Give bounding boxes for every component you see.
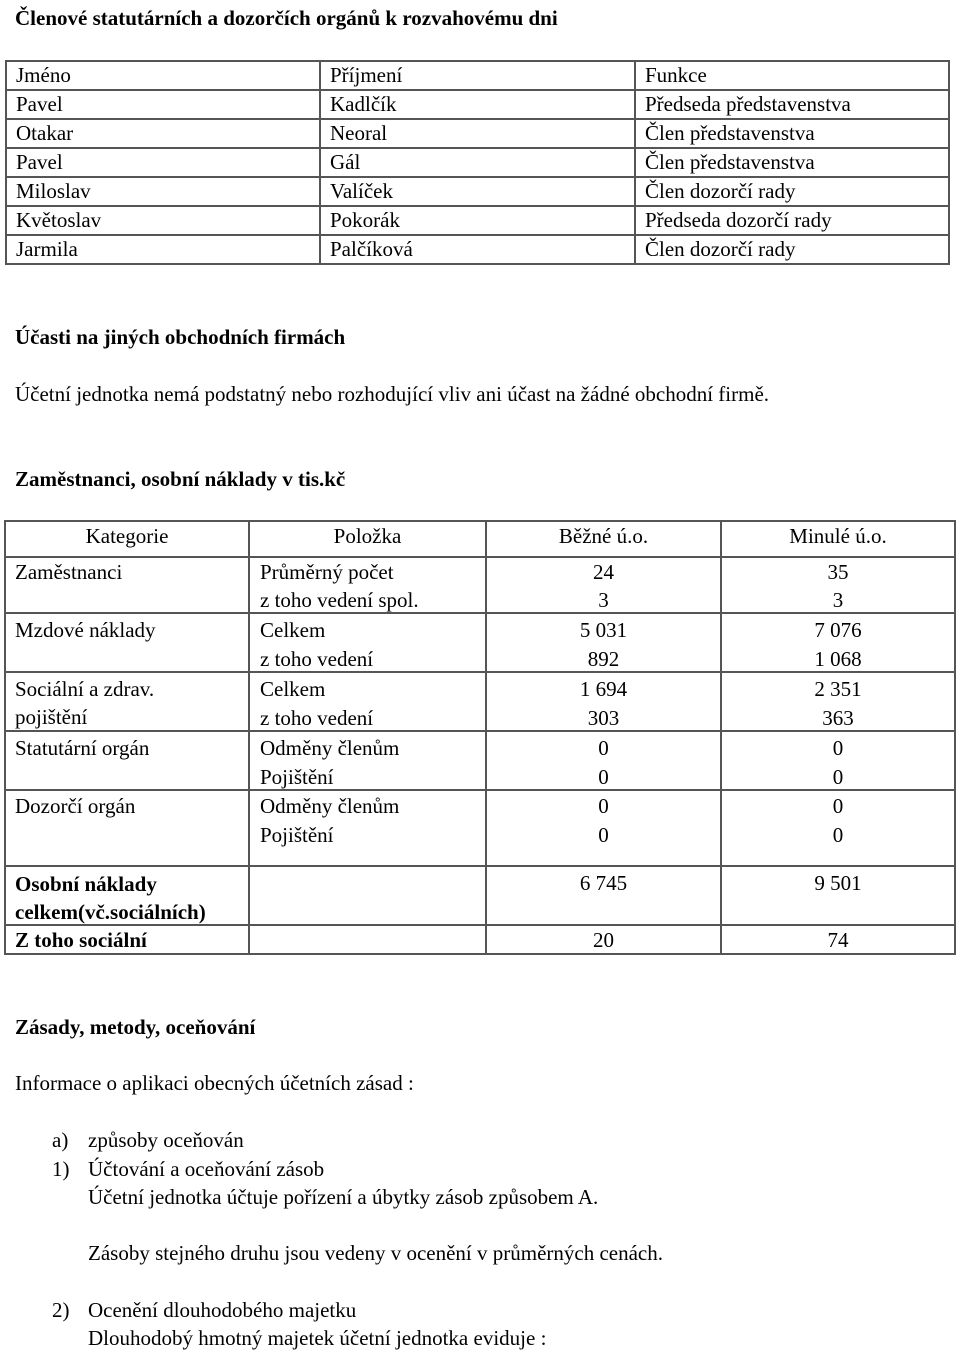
total-previous: 9 501	[814, 871, 862, 895]
item-cell: z toho vedení	[260, 647, 374, 671]
current-value: 0	[598, 765, 609, 789]
list-marker: 1)	[52, 1157, 70, 1181]
item-cell: Celkem	[260, 618, 326, 642]
table-border	[4, 520, 6, 955]
category-cell: Statutární orgán	[15, 736, 150, 760]
first-name-cell: Jarmila	[6, 235, 320, 264]
table-border	[4, 865, 956, 867]
previous-value: 0	[832, 823, 844, 847]
first-name-cell: Otakar	[6, 119, 320, 148]
table-row	[6, 206, 949, 235]
total-current: 6 745	[579, 871, 628, 895]
table-row	[6, 119, 949, 148]
header-cell: Příjmení	[320, 61, 635, 90]
header-cell: Běžné ú.o.	[558, 524, 649, 548]
current-value: 5 031	[579, 618, 628, 642]
current-value: 892	[587, 647, 620, 671]
current-value: 3	[598, 588, 609, 612]
previous-value: 0	[832, 794, 844, 818]
first-name-cell: Miloslav	[6, 177, 320, 206]
header-cell: Minulé ú.o.	[789, 524, 887, 548]
list-item: způsoby oceňován	[88, 1128, 244, 1152]
item-cell: Odměny členům	[260, 736, 400, 760]
last-name-cell: Palčíková	[320, 235, 635, 264]
personnel-costs-table	[4, 520, 956, 955]
social-label: Z toho sociální	[15, 928, 147, 952]
header-cell: Položka	[333, 524, 402, 548]
members-table	[5, 60, 950, 265]
first-name-cell: Pavel	[6, 90, 320, 119]
category-cell: Zaměstnanci	[15, 560, 123, 584]
last-name-cell: Gál	[320, 148, 635, 177]
table-row	[6, 235, 949, 264]
previous-value: 3	[832, 588, 844, 612]
table-row	[6, 90, 949, 119]
list-item: Účtování a oceňování zásob	[88, 1157, 325, 1181]
participations-heading: Účasti na jiných obchodních firmách	[15, 325, 346, 349]
item-cell: Pojištění	[260, 765, 334, 789]
first-name-cell: Květoslav	[6, 206, 320, 235]
table-header-row	[6, 61, 949, 90]
current-value: 1 694	[579, 677, 628, 701]
previous-value: 363	[822, 706, 854, 730]
header-cell: Funkce	[635, 61, 949, 90]
current-value: 303	[587, 706, 620, 730]
last-name-cell: Valíček	[320, 177, 635, 206]
members-heading: Členové statutárních a dozorčích orgánů k rozvahovému dni	[15, 6, 558, 30]
list-text: Účetní jednotka účtuje pořízení a úbytky zásob způsobem A.	[88, 1185, 599, 1209]
last-name-cell: Kadlčík	[320, 90, 635, 119]
employees-heading: Zaměstnanci, osobní náklady v tis.kč	[15, 467, 346, 491]
table-border	[248, 520, 250, 955]
category-cell: Dozorčí orgán	[15, 794, 136, 818]
previous-value: 1 068	[814, 647, 862, 671]
current-value: 0	[598, 736, 609, 760]
participations-text: Účetní jednotka nemá podstatný nebo rozhodující vliv ani účast na žádné obchodní firmě.	[15, 382, 770, 406]
function-cell: Předseda dozorčí rady	[635, 206, 949, 235]
first-name-cell: Pavel	[6, 148, 320, 177]
function-cell: Člen dozorčí rady	[635, 235, 949, 264]
current-value: 24	[593, 560, 614, 584]
previous-value: 35	[827, 560, 849, 584]
list-text: Dlouhodobý hmotný majetek účetní jednotka eviduje :	[88, 1326, 547, 1350]
table-row	[6, 148, 949, 177]
function-cell: Člen představenstva	[635, 148, 949, 177]
table-border	[954, 520, 956, 955]
previous-value: 0	[832, 736, 844, 760]
social-current: 20	[593, 928, 614, 952]
social-previous: 74	[827, 928, 849, 952]
header-cell: Jméno	[6, 61, 320, 90]
last-name-cell: Pokorák	[320, 206, 635, 235]
current-value: 0	[598, 823, 609, 847]
category-cell: Sociální a zdrav.	[15, 677, 155, 701]
list-item: Ocenění dlouhodobého majetku	[88, 1298, 357, 1322]
previous-value: 0	[832, 765, 844, 789]
previous-value: 2 351	[814, 677, 862, 701]
principles-intro: Informace o aplikaci obecných účetních zásad :	[15, 1071, 414, 1095]
total-label: celkem(vč.sociálních)	[15, 900, 206, 924]
last-name-cell: Neoral	[320, 119, 635, 148]
function-cell: Člen představenstva	[635, 119, 949, 148]
current-value: 0	[598, 794, 609, 818]
category-cell: pojištění	[15, 705, 88, 729]
item-cell: Celkem	[260, 677, 326, 701]
principles-heading: Zásady, metody, oceňování	[15, 1015, 256, 1039]
list-marker: a)	[52, 1128, 69, 1152]
item-cell: z toho vedení spol.	[260, 588, 419, 612]
list-text: Zásoby stejného druhu jsou vedeny v ocenění v průměrných cenách.	[88, 1241, 663, 1265]
item-cell: Pojištění	[260, 823, 334, 847]
previous-value: 7 076	[814, 618, 862, 642]
function-cell: Předseda představenstva	[635, 90, 949, 119]
total-label: Osobní náklady	[15, 872, 157, 896]
item-cell: Odměny členům	[260, 794, 400, 818]
header-cell: Kategorie	[85, 524, 169, 548]
item-cell: Průměrný počet	[260, 560, 394, 584]
table-row	[6, 177, 949, 206]
function-cell: Člen dozorčí rady	[635, 177, 949, 206]
list-marker: 2)	[52, 1298, 70, 1322]
item-cell: z toho vedení	[260, 706, 374, 730]
category-cell: Mzdové náklady	[15, 618, 156, 642]
